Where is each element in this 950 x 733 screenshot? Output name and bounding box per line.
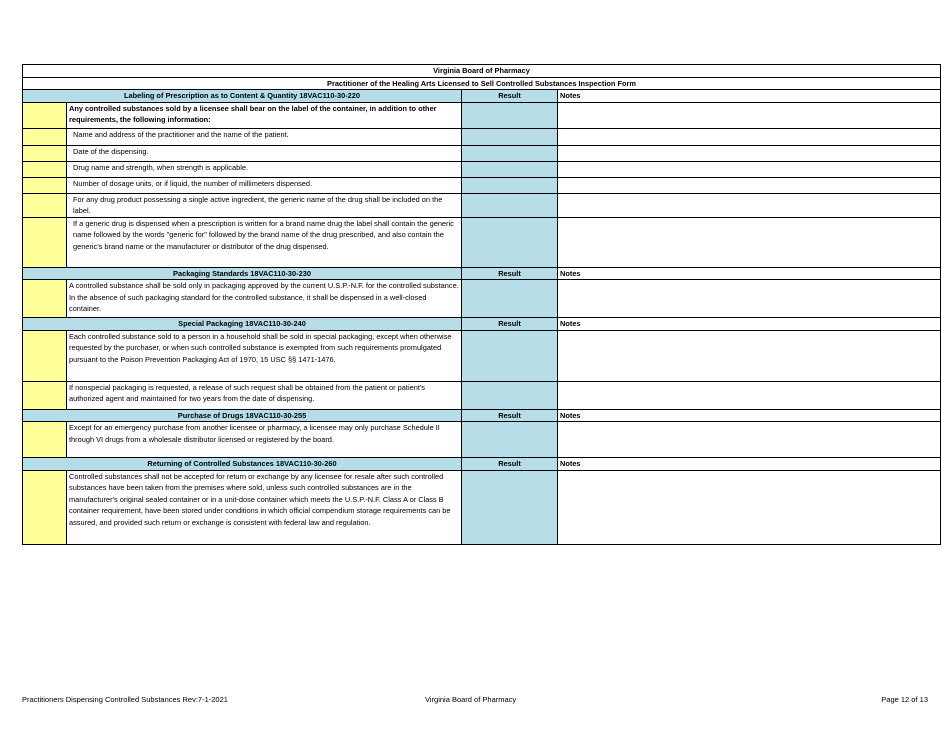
requirement-text: Each controlled substance sold to a person in a household shall be sold in special packaging, except when otherwise requested by the purchaser, or when such controlled substance is exempted from such requirements promulgated pursuant to the Poison Prevention Packaging Act of 1970, 15 USC §§ 1471-1476. [67, 330, 462, 381]
notes-column-header: Notes [558, 409, 941, 422]
form-header-row [23, 65, 941, 78]
result-cell[interactable] [462, 145, 558, 161]
requirement-text: For any drug product possessing a single active ingredient, the generic name of the drug shall be included on the label. [67, 193, 462, 217]
section-title: Packaging Standards 18VAC110-30-230 [23, 267, 462, 280]
requirement-text: Controlled substances shall not be accepted for return or exchange by any licensee for resale after such controlled substances have been taken from the premises where sold, unless such controlled substances are in the manufacturer's original sealed container or in a unit-dose container which meets the U.S.P.-N.F. Class A or Class B container requirement, have been stored under conditions in which official compendium storage requirements can be assured, and provided such return or exchange is consistent with federal law and regulation. [67, 470, 462, 544]
check-cell[interactable] [23, 128, 67, 145]
notes-cell[interactable] [558, 280, 941, 318]
notes-cell[interactable] [558, 145, 941, 161]
result-cell[interactable] [462, 330, 558, 381]
notes-cell[interactable] [558, 422, 941, 458]
check-cell[interactable] [23, 381, 67, 409]
result-cell[interactable] [462, 193, 558, 217]
result-column-header: Result [462, 458, 558, 471]
checklist-row [23, 193, 941, 217]
notes-cell[interactable] [558, 330, 941, 381]
result-cell[interactable] [462, 381, 558, 409]
section-header-returning [23, 458, 941, 471]
result-cell[interactable] [462, 470, 558, 544]
notes-cell[interactable] [558, 470, 941, 544]
requirement-text: Any controlled substances sold by a licensee shall bear on the label of the container, in addition to other requirements, the following information: [67, 102, 462, 128]
requirement-text: Drug name and strength, when strength is applicable. [67, 161, 462, 177]
check-cell[interactable] [23, 145, 67, 161]
checklist-row [23, 422, 941, 458]
requirement-text: Number of dosage units, or if liquid, the number of millimeters dispensed. [67, 177, 462, 193]
checklist-row [23, 128, 941, 145]
requirement-text: Name and address of the practitioner and the name of the patient. [67, 128, 462, 145]
result-cell[interactable] [462, 280, 558, 318]
result-cell[interactable] [462, 161, 558, 177]
org-title: Virginia Board of Pharmacy [23, 65, 941, 78]
form-title-row [23, 77, 941, 90]
notes-cell[interactable] [558, 161, 941, 177]
notes-column-header: Notes [558, 90, 941, 103]
section-title: Returning of Controlled Substances 18VAC110-30-260 [23, 458, 462, 471]
form-title: Practitioner of the Healing Arts Licensed to Sell Controlled Substances Inspection Form [23, 77, 941, 90]
footer-revision: Practitioners Dispensing Controlled Substances Rev:7-1-2021 [22, 695, 228, 704]
checklist-row [23, 280, 941, 318]
requirement-text: A controlled substance shall be sold only in packaging approved by the current U.S.P.-N.F. for the controlled substance. In the absence of such packaging standard for the controlled substance, it shall be dispensed in a well-closed container. [67, 280, 462, 318]
result-column-header: Result [462, 318, 558, 331]
requirement-text: If a generic drug is dispensed when a prescription is written for a brand name drug the label shall contain the generic name followed by the words "generic for" followed by the brand name of the drug prescribed, and also contain the generic's brand name or the manufacturer or distributor of the drug dispensed. [67, 217, 462, 267]
notes-cell[interactable] [558, 217, 941, 267]
section-header-labeling [23, 90, 941, 103]
notes-column-header: Notes [558, 458, 941, 471]
notes-cell[interactable] [558, 128, 941, 145]
section-title: Labeling of Prescription as to Content & Quantity 18VAC110-30-220 [23, 90, 462, 103]
checklist-row [23, 145, 941, 161]
notes-column-header: Notes [558, 267, 941, 280]
check-cell[interactable] [23, 217, 67, 267]
result-column-header: Result [462, 90, 558, 103]
section-title: Purchase of Drugs 18VAC110-30-255 [23, 409, 462, 422]
checklist-row [23, 177, 941, 193]
section-title: Special Packaging 18VAC110-30-240 [23, 318, 462, 331]
check-cell[interactable] [23, 280, 67, 318]
result-cell[interactable] [462, 217, 558, 267]
section-header-special-packaging [23, 318, 941, 331]
checklist-row [23, 161, 941, 177]
check-cell[interactable] [23, 422, 67, 458]
checklist-row [23, 381, 941, 409]
notes-cell[interactable] [558, 177, 941, 193]
notes-cell[interactable] [558, 102, 941, 128]
checklist-row [23, 217, 941, 267]
check-cell[interactable] [23, 102, 67, 128]
checklist-row [23, 330, 941, 381]
check-cell[interactable] [23, 330, 67, 381]
result-column-header: Result [462, 409, 558, 422]
section-header-purchase [23, 409, 941, 422]
check-cell[interactable] [23, 470, 67, 544]
requirement-text: Date of the dispensing. [67, 145, 462, 161]
notes-column-header: Notes [558, 318, 941, 331]
result-cell[interactable] [462, 102, 558, 128]
checklist-row [23, 102, 941, 128]
footer-org: Virginia Board of Pharmacy [425, 695, 517, 704]
check-cell[interactable] [23, 177, 67, 193]
result-cell[interactable] [462, 177, 558, 193]
notes-cell[interactable] [558, 193, 941, 217]
result-column-header: Result [462, 267, 558, 280]
checklist-row [23, 470, 941, 544]
inspection-form-table [22, 64, 941, 545]
check-cell[interactable] [23, 161, 67, 177]
footer-page-number: Page 12 of 13 [881, 695, 928, 704]
result-cell[interactable] [462, 128, 558, 145]
requirement-text: If nonspecial packaging is requested, a release of such request shall be obtained from the patient or patient's authorized agent and maintained for two years from the date of dispensing. [67, 381, 462, 409]
result-cell[interactable] [462, 422, 558, 458]
section-header-packaging [23, 267, 941, 280]
notes-cell[interactable] [558, 381, 941, 409]
requirement-text: Except for an emergency purchase from another licensee or pharmacy, a licensee may only purchase Schedule II through VI drugs from a wholesale distributor licensed or registered by the board. [67, 422, 462, 458]
check-cell[interactable] [23, 193, 67, 217]
